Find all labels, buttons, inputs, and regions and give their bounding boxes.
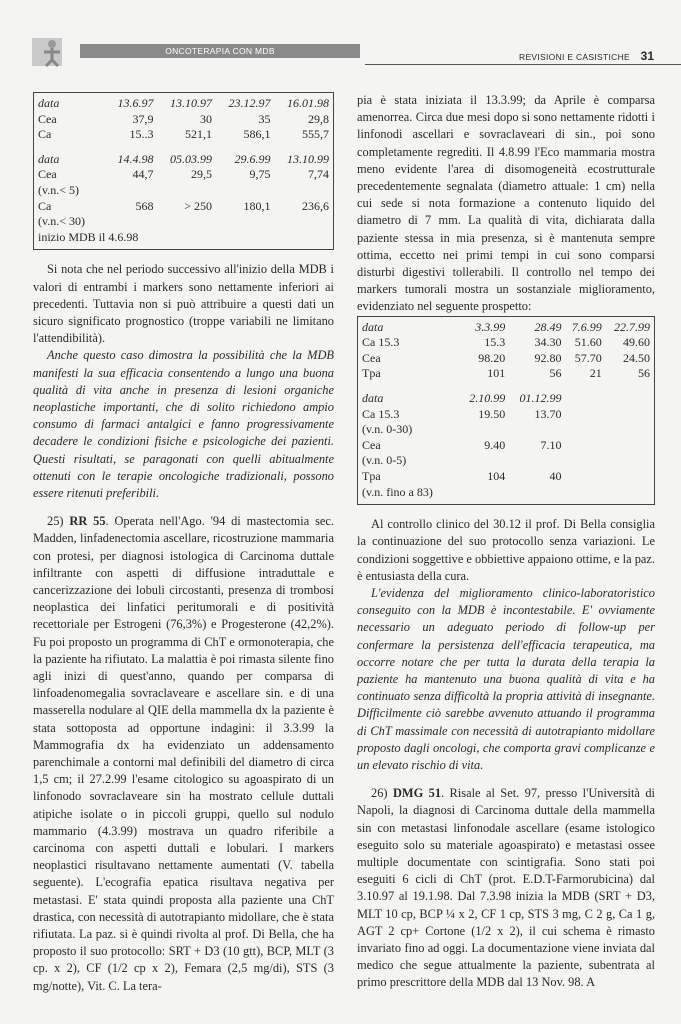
- markers-table-left-grid: [38, 96, 329, 230]
- date-label: data: [38, 96, 60, 110]
- table-row: [38, 127, 329, 143]
- marker-label: (v.n.< 30): [38, 214, 85, 229]
- marker-value: 51.60: [574, 335, 602, 350]
- date-cell: 01.12.99: [519, 391, 562, 406]
- table-row: [362, 351, 650, 367]
- marker-value: [270, 214, 329, 230]
- marker-label: Tpa: [362, 468, 381, 483]
- marker-value: [602, 438, 650, 454]
- marker-value: [103, 183, 153, 199]
- table-row: [362, 438, 650, 454]
- marker-value: 568: [135, 198, 154, 213]
- marker-value: 7,74: [308, 167, 329, 182]
- marker-value: [602, 407, 650, 423]
- marker-value: 19.50: [478, 406, 506, 421]
- marker-value: [562, 407, 602, 423]
- marker-value: 57.70: [574, 350, 602, 365]
- marker-value: [270, 183, 329, 199]
- marker-value: [602, 453, 650, 469]
- table-row: [362, 453, 650, 469]
- marker-value: 15..3: [129, 127, 154, 142]
- date-cell: 2.10.99: [469, 391, 506, 406]
- header-rule: [365, 64, 681, 65]
- marker-value: 49.60: [623, 335, 650, 350]
- marker-value: 15.3: [484, 335, 506, 350]
- table-row: [362, 469, 650, 485]
- table-row: [362, 335, 650, 351]
- marker-value: [562, 422, 602, 438]
- marker-value: 586,1: [243, 127, 271, 142]
- section-title: REVISIONI E CASISTICHE: [519, 52, 630, 62]
- marker-value: 37,9: [132, 111, 154, 126]
- marker-value: 24.50: [623, 350, 650, 365]
- marker-label: (v.n.< 5): [38, 182, 79, 197]
- marker-label: Ca 15.3: [362, 335, 400, 350]
- page-header: [20, 36, 680, 68]
- date-row: [38, 96, 329, 112]
- marker-label: (v.n. fino a 83): [362, 484, 433, 499]
- journal-logo-icon: [30, 32, 70, 72]
- date-cell: 23.12.97: [228, 96, 271, 110]
- date-label: data: [38, 151, 60, 166]
- marker-value: [562, 438, 602, 454]
- markers-table-right-grid: [362, 320, 650, 501]
- marker-value: [505, 422, 561, 438]
- right-column: [357, 92, 655, 992]
- case-text: . Operata nell'Ago. '94 di mastectomia sec. Madden, linfadenectomia ascellare, ricostruzione mammaria con protesi, per diagnosi istologica di Carcinoma duttale infiltrante con aspetti di diffusione intraduttale e cancerizzazione dei lobuli circostanti, presenza di trombosi neoplastica dei linfatici peritumorali e di positività recettoriale per Estrogeni (76,3%) e Progesterone (42,2%). Fu poi proposto un programma di ChT e ormonoterapia, che la paziente ha rifiutato. La malattia è poi rimasta silente fino agli inizi di quest'anno, quando per comparsa di linfoadenomegalia sovraclaveare e ascellare sin. e di una masserella nodulare al QIE della mammella dx la paziente è stata sottoposta ad opportune indagini: il 3.3.99 la Mammografia dx ha evidenziato un addensamento parenchimale a contorni mal definibili del diametro di circa 1,5 cm; il 27.2.99 l'esame citologico su agoaspirato di un linfonodo sovraclaveare sin ha mostrato cellule duttali atipiche isolate o in piccoli gruppi, quello sul nodulo mammario (4.3.99) mostrava un quadro riferibile a carcinoma con aspetti duttali e lobulari. I markers neoplastici risultavano nettamente aumentati (V. tabella seguente). L'ecografia epatica risultava negativa per metastasi. E' stata quindi proposta alla paziente una ChT drastica, con necessità di autotrapianto midollare, che è stata rifiutata. La paz. si è quindi rivolta al prof. Di Bella, che ha proposto il suo protocollo: SRT + D3 (10 gtt), BCP, MLT (3 cp. x 2), CF (1/2 cp x 2), Femara (2,5 mg/di), STS (3 mg/notte), Vit. C. La tera-: [33, 514, 334, 993]
- case-25-paragraph: [33, 513, 334, 995]
- marker-value: 236,6: [302, 198, 329, 213]
- paragraph-markers-note: Si nota che nel periodo successivo all'inizio della MDB i valori di entrambi i markers sono nettamente inferiori ai precedenti. Tuttavia non si può attribuire a questi dati un sicuro significato prognostico (troppe variabili ne limitano l'attendibilità).: [33, 262, 334, 346]
- table-row: [362, 366, 650, 382]
- page-number: 31: [640, 49, 654, 63]
- marker-label: Ca 15.3: [362, 406, 400, 421]
- markers-table-right: [357, 316, 655, 506]
- case-26-paragraph: [357, 785, 655, 991]
- date-row: [38, 152, 329, 168]
- marker-value: 21: [589, 366, 602, 381]
- date-row: [362, 391, 650, 407]
- marker-value: [505, 485, 561, 501]
- marker-value: 101: [487, 366, 506, 381]
- marker-value: [602, 469, 650, 485]
- marker-label: (v.n. 0-30): [362, 422, 413, 437]
- marker-value: [602, 485, 650, 501]
- date-label: data: [362, 391, 384, 406]
- table-row: [38, 214, 329, 230]
- marker-value: 7.10: [540, 437, 562, 452]
- marker-value: [602, 422, 650, 438]
- marker-value: 98.20: [478, 350, 506, 365]
- marker-value: 56: [638, 366, 650, 381]
- table-footer: inizio MDB il 4.6.98: [38, 229, 139, 244]
- marker-value: 56: [549, 366, 562, 381]
- marker-value: 34.30: [534, 335, 562, 350]
- marker-value: 9.40: [484, 437, 506, 452]
- marker-value: 44,7: [132, 167, 154, 182]
- marker-value: [562, 469, 602, 485]
- date-cell: 13.10.99: [287, 151, 329, 166]
- markers-table-left: [33, 92, 334, 250]
- marker-label: (v.n. 0-5): [362, 453, 407, 468]
- table-row: [362, 485, 650, 501]
- date-cell: 14.4.98: [117, 151, 154, 166]
- marker-label: Tpa: [362, 366, 381, 381]
- marker-value: [103, 214, 153, 230]
- paragraph-evidence-comment: L'evidenza del miglioramento clinico-laboratoristico conseguito con la MDB è incontestabile. E' ovviamente necessario un adeguato periodo di follow-up per confermare la persistenza dell'efficacia terapeutica, ma occorre notare che per tutta la durata della terapia la paziente ha mantenuto una buona qualità di vita e ha continuato senza difficoltà la propria attività di insegnante. Difficilmente ciò sarebbe avvenuto attuando il programma di ChT massimale con necessità di autotrapianto midollare proposto dagli oncologi, che comporta gravi complicanze e un elevato rischio di vita.: [357, 585, 655, 773]
- marker-value: [457, 422, 505, 438]
- marker-value: 13.70: [534, 406, 562, 421]
- date-cell: 29.6.99: [234, 151, 271, 166]
- date-cell: 16.01.98: [287, 96, 329, 110]
- marker-value: [154, 214, 212, 230]
- table-row: [38, 167, 329, 183]
- paragraph-therapy-continuation: pia è stata iniziata il 13.3.99; da Aprile è comparsa amenorrea. Circa due mesi dopo si sono nettamente ridotti i linfonodi ascellari e sovraclaveari di sin., poi sono completamente regrediti. Il 4.8.99 l'Eco mammaria mostra meno evidente l'area di disomogeneità ecostrutturale precedentemente segnalata (diametro attuale: 1 cm) nella cui sede si nota formazione a contenuto liquido del diametro di 7 mm. La qualità di vita, dichiarata dalla paziente stessa in mia presenza, si è mantenuta sempre ottima, eccetto nei primi tempi in cui sono comparsi disturbi digestivi tollerabili. Il controllo nel tempo dei markers tumorali mostra un sostanziale miglioramento, evidenziato nel seguente prospetto:: [357, 93, 655, 314]
- date-cell: 7.6.99: [571, 319, 602, 334]
- marker-value: 40: [549, 468, 562, 483]
- paragraph-case-comment: Anche questo caso dimostra la possibilità che la MDB manifesti la sua efficacia consentendo a lungo una buona qualità di vita anche in presenza di lesioni organiche neoplastiche importanti, che di solito richiedono ampio consumo di farmaci antalgici e fanno progressivamente decadere le condizioni fisiche e psicologiche dei pazienti. Questi risultati, se paragonati con quelli abitualmente ottenuti con le terapie oncologiche tradizionali, possono essere ritenuti preferibili.: [33, 348, 334, 500]
- case-number: 25): [47, 514, 64, 529]
- marker-value: > 250: [184, 198, 213, 213]
- marker-value: 104: [487, 468, 506, 483]
- marker-label: Cea: [38, 111, 57, 126]
- table-row: [38, 183, 329, 199]
- marker-value: [505, 453, 561, 469]
- marker-label: Cea: [38, 167, 57, 182]
- marker-value: 92.80: [534, 350, 562, 365]
- date-cell: 13.10.97: [170, 96, 213, 110]
- case-id: RR 55: [69, 514, 106, 529]
- date-cell: 22.7.99: [614, 319, 650, 334]
- case-id: DMG 51: [392, 786, 442, 801]
- date-row: [362, 320, 650, 336]
- marker-label: Cea: [362, 350, 381, 365]
- date-cell: 3.3.99: [475, 319, 506, 334]
- marker-value: 30: [200, 111, 213, 126]
- marker-value: 9,75: [249, 167, 271, 182]
- marker-value: [154, 183, 212, 199]
- left-column: [33, 92, 334, 995]
- date-label: data: [362, 319, 384, 334]
- marker-value: [457, 485, 505, 501]
- case-text: . Risale al Set. 97, presso l'Università di Napoli, la diagnosi di Carcinoma duttale della mammella sin con metastasi linfonodale ascellare (esame istologico eseguito solo su materiale agoaspirato) e metastasi ossee multiple documentate con scintigrafia. Sono stati poi eseguiti 6 cicli di ChT (prot. E.D.T-Farmorubicina) dal 3.10.97 al 19.1.98. Dal 7.3.98 inizia la MDB (SRT + D3, MLT 10 cp, BCP ¼ x 2, CF 1 cp, STS 3 mg, C 2 g, Ca 1 g, AGT 2 cp+ Cortone (1/2 x 2), il cui schema è rimasto invariato fino ad oggi. La documentazione viene inviata dal medico che segue attualmente la paziente, subentrata al primo prescrittore della MDB dal 13 Nov. 98. A: [357, 786, 655, 990]
- marker-value: 521,1: [185, 127, 213, 142]
- marker-value: [562, 485, 602, 501]
- table-row: [38, 199, 329, 215]
- table-row: [362, 422, 650, 438]
- marker-value: [562, 453, 602, 469]
- date-cell: [562, 391, 602, 407]
- marker-value: [212, 183, 270, 199]
- date-cell: 05.03.99: [170, 151, 213, 166]
- marker-value: 180,1: [243, 198, 271, 213]
- table-row: [362, 407, 650, 423]
- marker-label: Ca: [38, 127, 52, 142]
- paragraph-clinical-check: Al controllo clinico del 30.12 il prof. Di Bella consiglia la continuazione del suo protocollo senza variazioni. Le condizioni soggettive e obbiettive appaiono ottime, e la paz. è entusiasta della cura.: [357, 517, 655, 583]
- marker-value: [457, 453, 505, 469]
- marker-value: 29,8: [308, 111, 329, 126]
- date-cell: 13.6.97: [117, 96, 154, 110]
- case-number: 26): [371, 786, 388, 801]
- marker-value: 555,7: [302, 127, 329, 142]
- table-row: [38, 112, 329, 128]
- marker-value: 29,5: [191, 167, 213, 182]
- journal-title: ONCOTERAPIA CON MDB: [80, 44, 360, 58]
- date-cell: [602, 391, 650, 407]
- marker-label: Cea: [362, 437, 381, 452]
- date-cell: 28.49: [534, 319, 562, 334]
- marker-value: [212, 214, 270, 230]
- marker-value: 35: [258, 111, 271, 126]
- marker-label: Ca: [38, 198, 52, 213]
